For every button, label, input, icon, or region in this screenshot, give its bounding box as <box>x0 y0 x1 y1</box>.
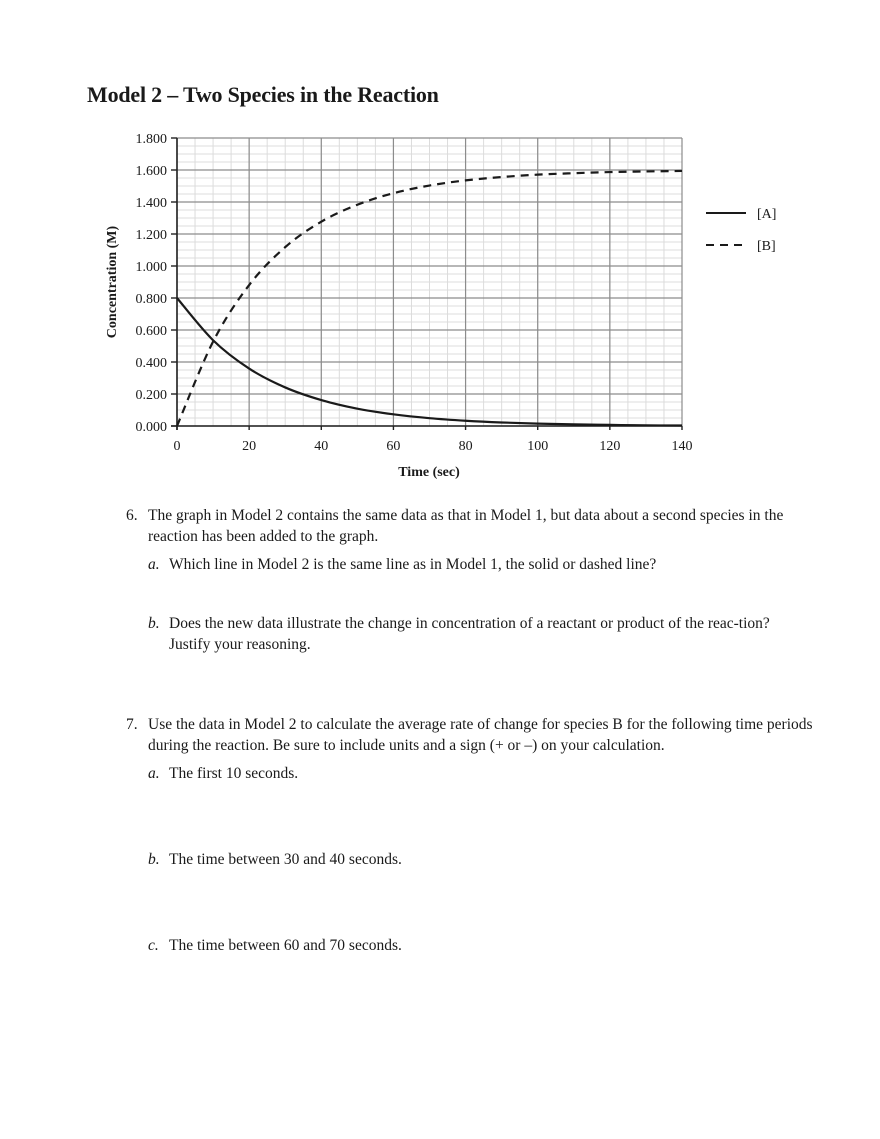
legend-label: [B] <box>757 239 776 254</box>
y-tick-label: 1.200 <box>135 228 167 243</box>
part-letter: c. <box>148 937 159 954</box>
question-number: 7. <box>126 716 138 733</box>
tick-labels <box>136 132 693 454</box>
y-tick-label: 1.400 <box>135 196 167 211</box>
y-tick-label: 1.800 <box>135 132 167 147</box>
question-7 <box>126 714 816 756</box>
part-letter: a. <box>148 765 160 782</box>
question-number: 6. <box>126 507 138 524</box>
minor-grid <box>177 138 682 426</box>
part-text: The first 10 seconds. <box>169 765 299 782</box>
part-letter: b. <box>148 615 160 632</box>
part-text: Which line in Model 2 is the same line as in Model 1, the solid or dashed line? <box>169 556 657 573</box>
y-tick-label: 0.400 <box>135 356 167 371</box>
x-tick-label: 0 <box>173 439 181 454</box>
y-tick-label: 0.600 <box>135 324 167 339</box>
part-text: Does the new data illustrate the change in concentration of a reactant or product of the reac-tion? Justify your reasoning. <box>169 615 770 653</box>
x-tick-label: 100 <box>527 439 549 454</box>
y-tick-label: 1.600 <box>135 164 167 179</box>
chart-legend <box>706 207 776 254</box>
concentration-chart <box>0 0 880 500</box>
question-text: Use the data in Model 2 to calculate the average rate of change for species B for the following time periods during the reaction. Be sure to include units and a sign (+ or –) on your calculation. <box>148 716 813 754</box>
question-6b <box>148 613 793 655</box>
x-axis-label: Time (sec) <box>398 465 460 480</box>
part-letter: b. <box>148 851 160 868</box>
x-tick-label: 60 <box>386 439 401 454</box>
part-text: The time between 60 and 70 seconds. <box>169 937 402 954</box>
question-7a <box>148 763 808 784</box>
question-6a <box>148 554 808 575</box>
x-tick-label: 80 <box>458 439 473 454</box>
y-tick-label: 1.000 <box>135 260 167 275</box>
x-tick-label: 140 <box>671 439 693 454</box>
question-text: The graph in Model 2 contains the same data as that in Model 1, but data about a second species in the reaction has been added to the graph. <box>148 507 784 545</box>
part-text: The time between 30 and 40 seconds. <box>169 851 402 868</box>
y-tick-label: 0.800 <box>135 292 167 307</box>
question-7c <box>148 935 808 956</box>
legend-label: [A] <box>757 207 777 222</box>
x-tick-label: 40 <box>314 439 329 454</box>
chart-svg <box>0 0 880 500</box>
y-tick-label: 0.000 <box>135 420 167 435</box>
x-tick-label: 20 <box>242 439 257 454</box>
y-tick-label: 0.200 <box>135 388 167 403</box>
y-axis-label: Concentration (M) <box>105 225 120 339</box>
question-6 <box>126 505 806 547</box>
x-tick-label: 120 <box>599 439 621 454</box>
part-letter: a. <box>148 556 160 573</box>
question-7b <box>148 849 808 870</box>
page-title: Model 2 – Two Species in the Reaction <box>87 82 439 107</box>
